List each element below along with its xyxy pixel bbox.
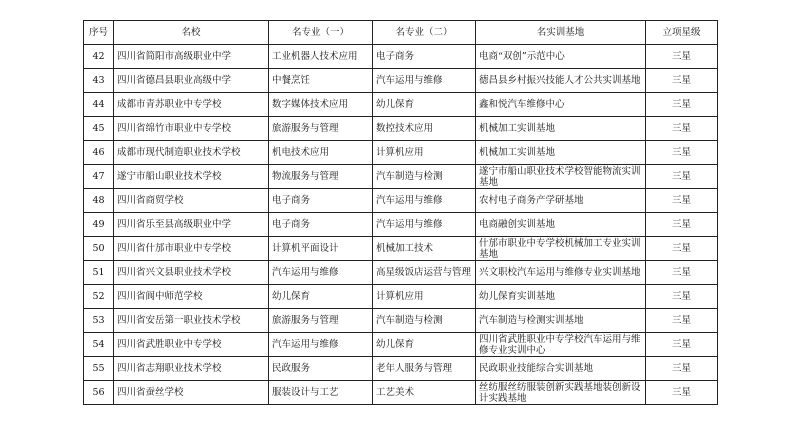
table-row [84,261,718,285]
school-name-cell: 四川省安岳第一职业技术学校 [114,309,269,333]
row-number-cell: 47 [84,165,114,189]
major-2-cell: 幼儿保育 [373,93,476,117]
star-level-cell: 三星 [646,93,718,117]
school-name-cell: 四川省志翔职业技术学校 [114,357,269,381]
table-row [84,357,718,381]
star-level-cell: 三星 [646,117,718,141]
school-name-cell: 四川省阆中师范学校 [114,285,269,309]
school-name-cell: 成都市现代制造职业技术学校 [114,141,269,165]
table-row [84,69,718,93]
major-2-cell: 机械加工技术 [373,237,476,261]
major-2-cell: 汽车运用与维修 [373,69,476,93]
star-level-cell: 三星 [646,261,718,285]
star-level-cell: 三星 [646,333,718,357]
row-number-cell: 53 [84,309,114,333]
row-number-cell: 42 [84,45,114,69]
training-base-cell: 机械加工实训基地 [476,141,646,165]
school-name-cell: 四川省蚕丝学校 [114,381,269,405]
row-number-cell: 50 [84,237,114,261]
major-2-cell: 计算机应用 [373,285,476,309]
major-1-cell: 工业机器人技术应用 [269,45,373,69]
row-number-cell: 51 [84,261,114,285]
star-level-cell: 三星 [646,45,718,69]
school-name-cell: 四川省简阳市高级职业中学 [114,45,269,69]
table-row [84,165,718,189]
row-number-cell: 44 [84,93,114,117]
training-base-cell: 民政职业技能综合实训基地 [476,357,646,381]
major-2-cell: 电子商务 [373,45,476,69]
training-base-cell: 四川省武胜职业中专学校汽车运用与维修专业实训中心 [476,333,646,357]
row-number-cell: 56 [84,381,114,405]
major-1-cell: 数字媒体技术应用 [269,93,373,117]
row-number-cell: 55 [84,357,114,381]
training-base-cell: 鑫和悦汽车维修中心 [476,93,646,117]
school-name-cell: 四川省德昌县职业高级中学 [114,69,269,93]
major-1-cell: 机电技术应用 [269,141,373,165]
header-star-level: 立项星级 [646,21,718,45]
table-row [84,309,718,333]
major-2-cell: 幼儿保育 [373,333,476,357]
school-name-cell: 四川省商贸学校 [114,189,269,213]
major-2-cell: 汽车运用与维修 [373,189,476,213]
training-base-cell: 幼儿保育实训基地 [476,285,646,309]
table-row [84,285,718,309]
row-number-cell: 43 [84,69,114,93]
header-major-1: 名专业（一） [269,21,373,45]
table-row [84,93,718,117]
major-1-cell: 电子商务 [269,189,373,213]
major-1-cell: 电子商务 [269,213,373,237]
school-name-cell: 四川省什邡市职业中专学校 [114,237,269,261]
major-1-cell: 物流服务与管理 [269,165,373,189]
schools-table [83,20,718,405]
table-row [84,45,718,69]
school-name-cell: 四川省乐至县高级职业中学 [114,213,269,237]
school-name-cell: 遂宁市船山职业技术学校 [114,165,269,189]
row-number-cell: 54 [84,333,114,357]
star-level-cell: 三星 [646,309,718,333]
training-base-cell: 电商融创实训基地 [476,213,646,237]
star-level-cell: 三星 [646,357,718,381]
training-base-cell: 遂宁市船山职业技术学校智能物流实训基地 [476,165,646,189]
major-1-cell: 幼儿保育 [269,285,373,309]
training-base-cell: 电商“双创”示范中心 [476,45,646,69]
major-1-cell: 中餐烹饪 [269,69,373,93]
major-1-cell: 服装设计与工艺 [269,381,373,405]
table-row [84,381,718,405]
school-name-cell: 四川省武胜职业中专学校 [114,333,269,357]
major-2-cell: 计算机应用 [373,141,476,165]
training-base-cell: 兴文职校汽车运用与维修专业实训基地 [476,261,646,285]
table-row [84,141,718,165]
row-number-cell: 45 [84,117,114,141]
row-number-cell: 49 [84,213,114,237]
major-2-cell: 汽车运用与维修 [373,213,476,237]
school-name-cell: 四川省兴文县职业技术学校 [114,261,269,285]
star-level-cell: 三星 [646,381,718,405]
table-row [84,117,718,141]
school-name-cell: 四川省绵竹市职业中专学校 [114,117,269,141]
major-2-cell: 老年人服务与管理 [373,357,476,381]
table-row [84,237,718,261]
row-number-cell: 48 [84,189,114,213]
header-school: 名校 [114,21,269,45]
star-level-cell: 三星 [646,285,718,309]
major-2-cell: 高星级饭店运营与管理 [373,261,476,285]
training-base-cell: 丝纺服丝纺服装创新实践基地装创新设计实践基地 [476,381,646,405]
star-level-cell: 三星 [646,69,718,93]
table-row [84,333,718,357]
major-1-cell: 旅游服务与管理 [269,309,373,333]
training-base-cell: 农村电子商务产学研基地 [476,189,646,213]
major-2-cell: 工艺美术 [373,381,476,405]
major-1-cell: 汽车运用与维修 [269,261,373,285]
major-1-cell: 民政服务 [269,357,373,381]
major-1-cell: 汽车运用与维修 [269,333,373,357]
star-level-cell: 三星 [646,141,718,165]
star-level-cell: 三星 [646,165,718,189]
star-level-cell: 三星 [646,189,718,213]
row-number-cell: 46 [84,141,114,165]
major-2-cell: 汽车制造与检测 [373,309,476,333]
row-number-cell: 52 [84,285,114,309]
school-name-cell: 成都市青苏职业中专学校 [114,93,269,117]
major-1-cell: 计算机平面设计 [269,237,373,261]
major-2-cell: 数控技术应用 [373,117,476,141]
major-1-cell: 旅游服务与管理 [269,117,373,141]
star-level-cell: 三星 [646,213,718,237]
training-base-cell: 什邡市职业中专学校机械加工专业实训基地 [476,237,646,261]
training-base-cell: 德昌县乡村振兴技能人才公共实训基地 [476,69,646,93]
training-base-cell: 汽车制造与检测实训基地 [476,309,646,333]
header-no: 序号 [84,21,114,45]
header-row [84,21,718,45]
header-major-2: 名专业（二） [373,21,476,45]
header-training-base: 名实训基地 [476,21,646,45]
star-level-cell: 三星 [646,237,718,261]
table-row [84,189,718,213]
table-row [84,213,718,237]
major-2-cell: 汽车制造与检测 [373,165,476,189]
training-base-cell: 机械加工实训基地 [476,117,646,141]
